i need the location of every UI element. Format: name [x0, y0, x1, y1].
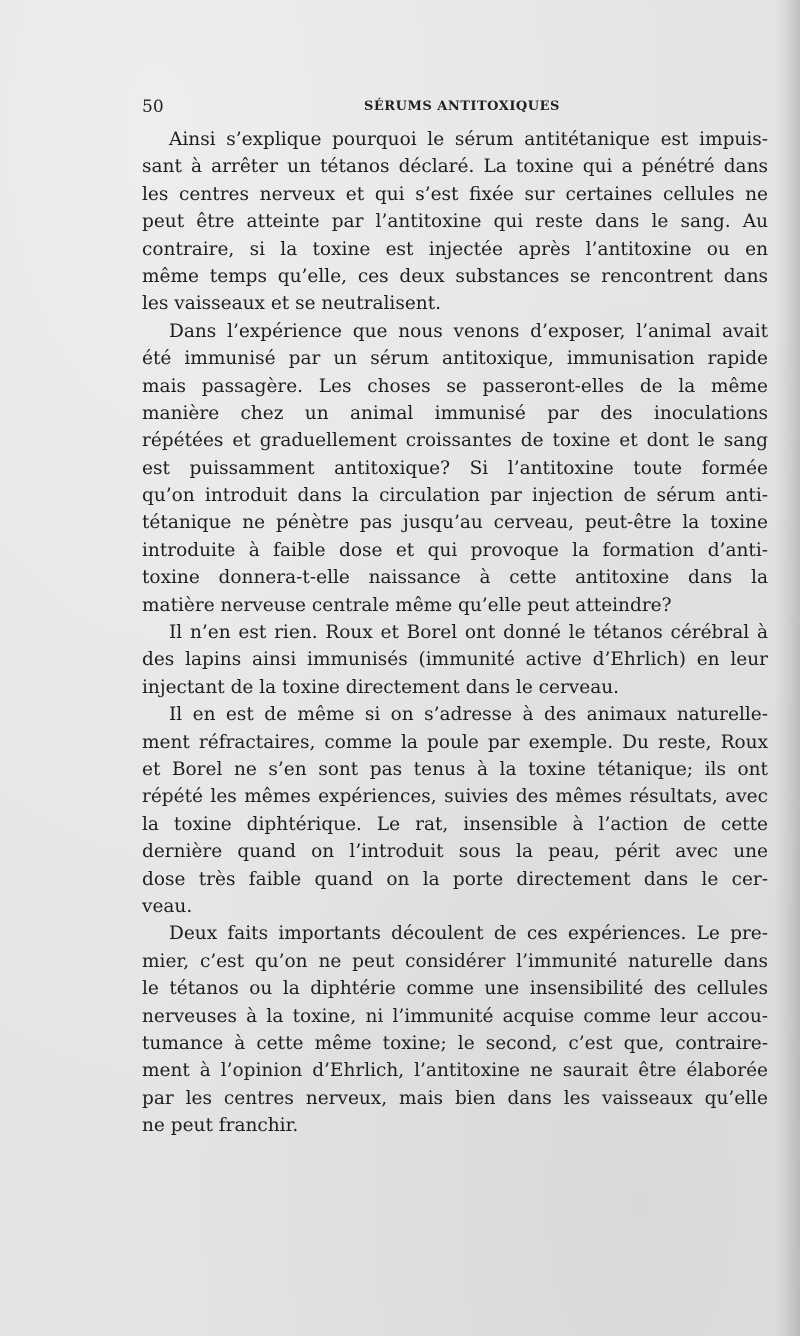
- text-line: ne peut franchir.: [142, 1115, 299, 1137]
- text-line: ment à l’opinion d’Ehrlich, l’antitoxine ne saurait être élaborée: [142, 1060, 768, 1082]
- text-line: été immunisé par un sérum antitoxique, immunisation rapide: [142, 348, 768, 370]
- paragraph-2: [142, 318, 768, 619]
- paragraph-5: [142, 920, 768, 1139]
- text-line: Il n’en est rien. Roux et Borel ont donné le tétanos cérébral à: [169, 622, 768, 644]
- text-line: ment réfractaires, comme la poule par exemple. Du reste, Roux: [142, 731, 768, 753]
- text-line: dernière quand on l’introduit sous la peau, périt avec une: [142, 841, 768, 863]
- text-line: peut être atteinte par l’antitoxine qui reste dans le sang. Au: [142, 211, 768, 233]
- page-edge-shadow: [774, 0, 800, 1336]
- text-line: Dans l’expérience que nous venons d’exposer, l’animal avait: [169, 320, 768, 342]
- text-line: des lapins ainsi immunisés (immunité active d’Ehrlich) en leur: [142, 649, 768, 671]
- text-line: sant à arrêter un tétanos déclaré. La toxine qui a pénétré dans: [142, 156, 768, 178]
- text-line: dose très faible quand on la porte directement dans le cer-: [142, 868, 768, 890]
- text-line: toxine donnera-t-elle naissance à cette antitoxine dans la: [142, 567, 768, 589]
- text-line: injectant de la toxine directement dans le cerveau.: [142, 676, 620, 698]
- paragraph-1: [142, 126, 768, 318]
- text-line: le tétanos ou la diphtérie comme une insensibilité des cellules: [142, 978, 768, 1000]
- text-line: même temps qu’elle, ces deux substances se rencontrent dans: [142, 265, 768, 287]
- text-line: les centres nerveux et qui s’est fixée sur certaines cellules ne: [142, 183, 768, 205]
- text-line: la toxine diphtérique. Le rat, insensible à l’action de cette: [142, 813, 768, 835]
- text-line: qu’on introduit dans la circulation par injection de sérum anti-: [142, 485, 768, 507]
- text-line: introduite à faible dose et qui provoque la formation d’anti-: [142, 539, 768, 561]
- text-line: Ainsi s’explique pourquoi le sérum antitétanique est impuis-: [169, 129, 768, 150]
- running-head: SÉRUMS ANTITOXIQUES: [364, 99, 560, 114]
- text-line: veau.: [142, 895, 193, 917]
- text-line: tumance à cette même toxine; le second, c’est que, contraire-: [142, 1032, 768, 1054]
- page-number: 50: [142, 97, 164, 117]
- text-line: Deux faits importants découlent de ces expériences. Le pre-: [169, 923, 768, 945]
- text-line: mier, c’est qu’on ne peut considérer l’immunité naturelle dans: [142, 950, 768, 972]
- text-line: et Borel ne s’en sont pas tenus à la toxine tétanique; ils ont: [142, 758, 768, 780]
- text-line: par les centres nerveux, mais bien dans les vaisseaux qu’elle: [142, 1087, 768, 1109]
- text-line: manière chez un animal immunisé par des inoculations: [142, 402, 768, 424]
- paragraph-3: [142, 619, 768, 701]
- page-header: [142, 96, 768, 118]
- text-line: mais passagère. Les choses se passeront-elles de la même: [142, 375, 768, 397]
- text-line: matière nerveuse centrale même qu’elle peut atteindre?: [142, 594, 672, 616]
- text-line: répétées et graduellement croissantes de toxine et dont le sang: [142, 430, 768, 452]
- text-line: contraire, si la toxine est injectée après l’antitoxine ou en: [142, 238, 768, 260]
- body-text: [142, 126, 768, 1139]
- text-line: Il en est de même si on s’adresse à des animaux naturelle-: [169, 704, 768, 726]
- text-line: répété les mêmes expériences, suivies des mêmes résultats, avec: [142, 786, 768, 808]
- text-line: tétanique ne pénètre pas jusqu’au cerveau, peut-être la toxine: [142, 512, 768, 534]
- text-line: est puissamment antitoxique? Si l’antitoxine toute formée: [142, 457, 768, 479]
- paragraph-4: [142, 701, 768, 920]
- text-line: les vaisseaux et se neutralisent.: [142, 293, 442, 315]
- text-line: nerveuses à la toxine, ni l’immunité acquise comme leur accou-: [142, 1005, 768, 1027]
